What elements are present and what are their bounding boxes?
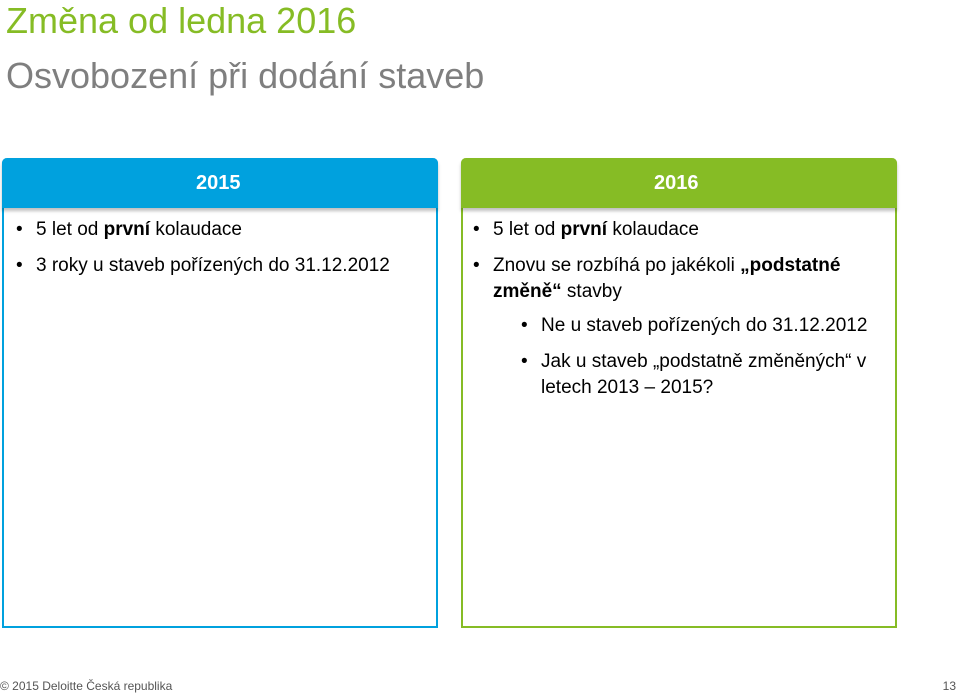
sub-list-item: [519, 313, 881, 339]
list-item: [471, 217, 881, 243]
list-item-bold: první: [103, 219, 151, 240]
slide-title: Změna od ledna 2016: [6, 0, 357, 41]
list-item-text: Znovu se rozbíhá po jakékoli: [493, 255, 741, 276]
column-2015: [2, 158, 438, 628]
column-2015-header-label: 2015: [196, 172, 241, 194]
page-number: 13: [942, 679, 956, 693]
list-item-text: stavby: [561, 281, 622, 302]
list-item-text: kolaudace: [607, 219, 699, 240]
column-2016-header-label: 2016: [654, 172, 699, 194]
slide-subtitle: Osvobození při dodání staveb: [6, 55, 485, 96]
list-item-bold: první: [560, 219, 608, 240]
sub-list: [519, 313, 881, 401]
column-2016-header: [461, 158, 897, 208]
sub-list-item: [519, 349, 881, 401]
list-item: [14, 217, 414, 243]
list-item: [14, 253, 414, 279]
list-item-text: 5 let od: [36, 219, 104, 240]
sub-list-item-text: Jak u staveb „podstatně změněných“ v letech 2013 – 2015?: [541, 351, 867, 398]
column-2016-list: [471, 217, 881, 411]
list-item-text: kolaudace: [150, 219, 242, 240]
sub-list-item-text: Ne u staveb pořízených do 31.12.2012: [541, 315, 868, 336]
footer-copyright: © 2015 Deloitte Česká republika: [0, 679, 173, 693]
list-item-bold: „podstatné změně“: [493, 255, 841, 302]
column-2015-list: [14, 217, 414, 289]
list-item-text: 3 roky u staveb pořízených do 31.12.2012: [36, 255, 390, 276]
list-item: [471, 253, 881, 401]
column-2015-header: [2, 158, 438, 208]
column-2016: [461, 158, 897, 628]
list-item-text: 5 let od: [493, 219, 561, 240]
